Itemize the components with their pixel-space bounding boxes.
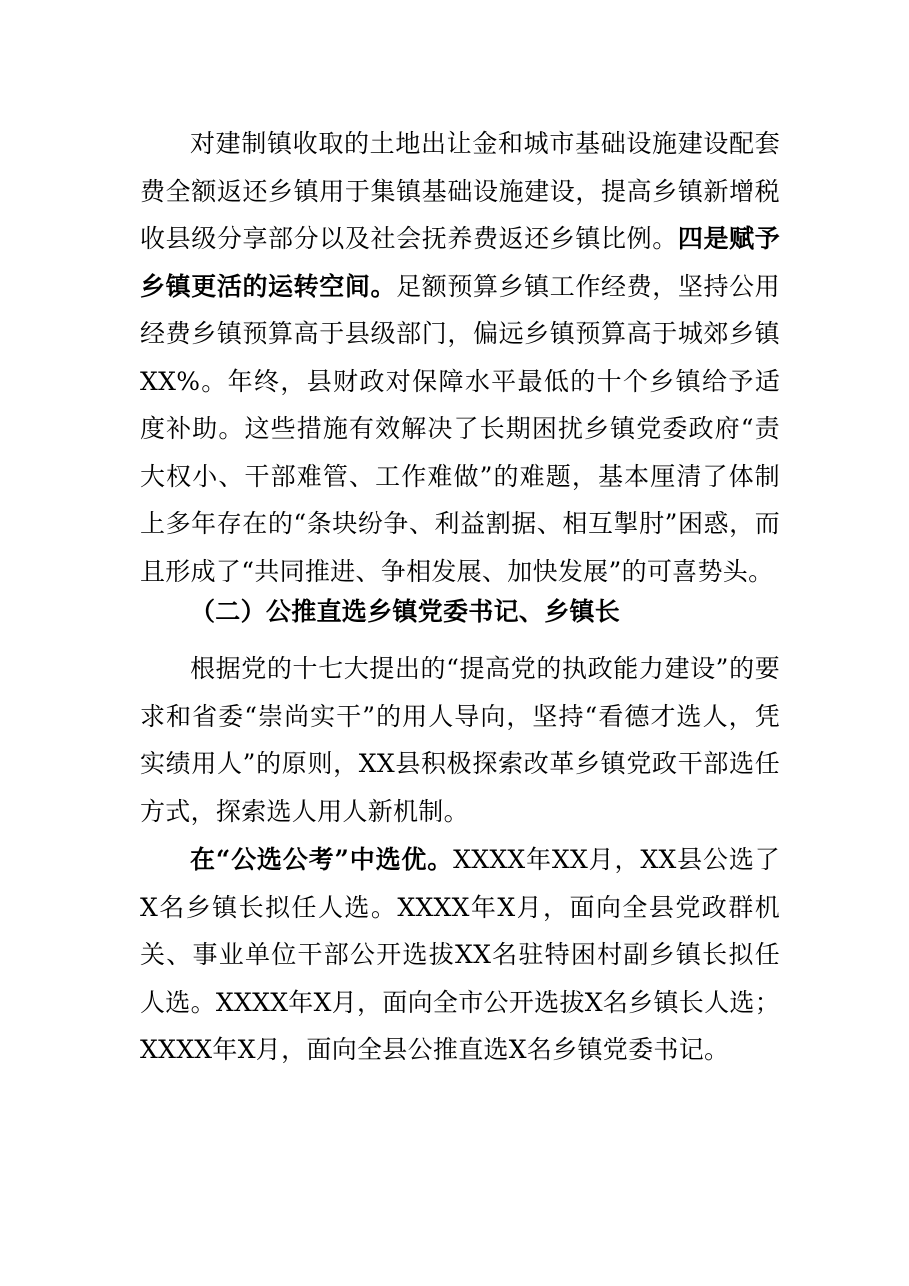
- body-paragraph-3: [140, 836, 780, 1074]
- body-paragraph-2: 根据党的十七大提出的“提高党的执政能力建设”的要求和省委“崇尚实干”的用人导向，坚持“看德才选人，凭实绩用人”的原则，XX县积极探索改革乡镇党政干部选任方式，探索选人用人新机制。: [140, 654, 780, 826]
- paragraph-3-bold-lead: 在“公选公考”中选优。: [190, 845, 454, 874]
- paragraph-1-text-b: 足额预算乡镇工作经费，坚持公用经费乡镇预算高于县级部门，偏远乡镇预算高于城郊乡镇XX%。年终，县财政对保障水平最低的十个乡镇给予适度补助。这些措施有效解决了长期困扰乡镇党委政府“责大权小、干部难管、工作难做”的难题，基本厘清了体制上多年存在的“条块纷争、利益割据、相互掣肘”困惑，而且形成了“共同推进、争相发展、加快发展”的可喜势头。: [140, 271, 780, 586]
- section-heading: （二）公推直选乡镇党委书记、乡镇长: [190, 597, 621, 626]
- body-paragraph-1: [140, 120, 780, 595]
- paragraph-1-text-a: 对建制镇收取的土地出让金和城市基础设施建设配套费全额返还乡镇用于集镇基础设施建设，提高乡镇新增税收县级分享部分以及社会抚养费返还乡镇比例。: [140, 129, 780, 253]
- paragraph-1-bold-point: 四是赋予乡镇更活的运转空间。: [140, 224, 780, 301]
- paragraph-3-text: XXXX年XX月，XX县公选了X名乡镇长拟任人选。XXXX年X月，面向全县党政群机关、事业单位干部公开选拔XX名驻特困村副乡镇长拟任人选。XXXX年X月，面向全市公开选拔X名乡镇长人选；XXXX年X月，面向全县公推直选X名乡镇党委书记。: [140, 845, 780, 1064]
